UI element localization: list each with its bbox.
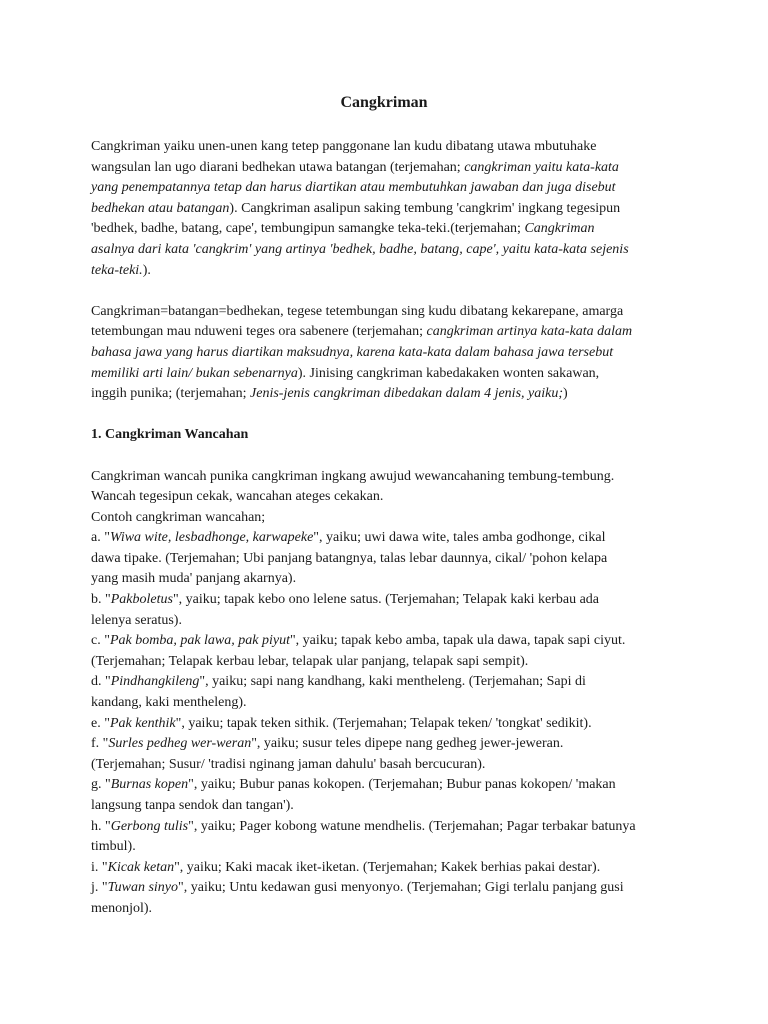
text-run: kandang, kaki mentheleng). [91, 695, 247, 711]
italic-text: Pak kenthik [109, 715, 176, 731]
text-run: yang masih muda' panjang akarnya). [91, 571, 297, 587]
paragraph-spacer [91, 405, 681, 426]
text-run: ", yaiku; Pager kobong watune mendhelis. (Terjemahan; Pagar terbakar batunya [188, 818, 636, 834]
paragraph [91, 302, 681, 405]
text-line [91, 714, 681, 735]
text-run: timbul). [91, 839, 136, 855]
text-run: b. " [91, 592, 111, 608]
text-run: ", yaiku; uwi dawa wite, tales amba godhonge, cikal [313, 530, 606, 546]
text-run: 'bedhek, badhe, batang, cape', tembungipun samangke teka-teki.(terjemahan; [91, 221, 525, 237]
italic-text: teka-teki. [91, 262, 143, 278]
text-line [91, 734, 681, 755]
text-run: inggih punika; (terjemahan; [91, 386, 251, 402]
italic-text: Jenis-jenis cangkriman dibedakan dalam 4 jenis, yaiku; [250, 386, 563, 402]
text-line [91, 158, 681, 179]
text-run: ", yaiku; susur teles dipepe nang gedheg jewer-jeweran. [251, 736, 564, 752]
italic-text: Gerbong tulis [110, 818, 189, 834]
text-run: (Terjemahan; Telapak kerbau lebar, telapak ular panjang, telapak sapi sempit). [91, 653, 529, 669]
text-run: dawa tipake. (Terjemahan; Ubi panjang batangnya, talas lebar daunnya, cikal/ 'pohon kelapa [91, 550, 608, 566]
text-line [91, 302, 681, 323]
text-run: g. " [91, 777, 111, 793]
text-run: Cangkriman wancah punika cangkriman ingkang awujud wewancahaning tembung-tembung. [91, 468, 615, 484]
text-line [91, 796, 681, 817]
italic-text: Wiwa wite, lesbadhonge, karwapeke [109, 530, 314, 546]
italic-text: Cangkriman [524, 221, 595, 237]
italic-text: cangkriman yaitu kata-kata [464, 159, 619, 175]
text-run: a. " [91, 530, 110, 546]
text-run: Cangkriman=batangan=bedhekan, tegese tetembungan sing kudu dibatang kekarepane, amarga [91, 303, 624, 319]
text-run: ). Jinising cangkriman kabedakaken wonten sakawan, [297, 365, 600, 381]
text-line [91, 878, 681, 899]
document-body [91, 137, 681, 920]
italic-text: memiliki arti lain/ bukan sebenarnya [91, 365, 298, 381]
text-run: i. " [91, 859, 108, 875]
text-line [91, 178, 681, 199]
text-line [91, 322, 681, 343]
text-run: wangsulan lan ugo diarani bedhekan utawa batangan (terjemahan; [91, 159, 465, 175]
text-line [91, 858, 681, 879]
text-run: c. " [91, 633, 110, 649]
text-run: ", yaiku; tapak kebo ono lelene satus. (Terjemahan; Telapak kaki kerbau ada [172, 592, 599, 608]
text-run: ", yaiku; tapak kebo amba, tapak ula dawa, tapak sapi ciyut. [289, 633, 626, 649]
text-line [91, 528, 681, 549]
text-run: langsung tanpa sendok dan tangan'). [91, 798, 294, 813]
text-run: ", yaiku; tapak teken sithik. (Terjemahan; Telapak teken/ 'tongkat' sedikit). [175, 715, 592, 731]
text-line [91, 652, 681, 673]
text-line [91, 611, 681, 632]
text-line [91, 755, 681, 776]
text-run: Contoh cangkriman wancahan; [91, 509, 266, 525]
text-run: ", yaiku; Untu kedawan gusi menyonyo. (Terjemahan; Gigi terlalu panjang gusi [178, 880, 624, 896]
italic-text: bedhekan atau batangan [91, 200, 230, 216]
italic-text: Tuwan sinyo [107, 880, 179, 896]
italic-text: bahasa jawa yang harus diartikan maksudnya, karena kata-kata dalam bahasa jawa tersebut [91, 344, 614, 360]
text-run: f. " [91, 736, 109, 752]
text-line [91, 672, 681, 693]
text-run: h. " [91, 818, 111, 834]
section-heading: 1. Cangkriman Wancahan [91, 427, 249, 443]
text-line [91, 219, 681, 240]
italic-text: Pak bomba, pak lawa, pak piyut [109, 633, 290, 649]
page-title: Cangkriman [340, 94, 428, 111]
text-line [91, 590, 681, 611]
italic-text: cangkriman artinya kata-kata dalam [426, 324, 633, 340]
italic-text: Pindhangkileng [110, 674, 200, 690]
italic-text: Surles pedheg wer-weran [108, 736, 252, 752]
text-line [91, 899, 681, 920]
text-run: d. " [91, 674, 111, 690]
italic-text: yang penempatannya tetap dan harus diartikan atau membutuhkan jawaban dan juga disebut [91, 180, 616, 196]
text-line [91, 631, 681, 652]
italic-text: Kicak ketan [107, 859, 175, 875]
paragraph-spacer [91, 281, 681, 302]
text-run: ", yaiku; Bubur panas kokopen. (Terjemahan; Bubur panas kokopen/ 'makan [188, 777, 616, 793]
text-line [91, 693, 681, 714]
text-line [91, 569, 681, 590]
italic-text: asalnya dari kata 'cangkrim' yang artinya 'bedhek, badhe, batang, cape', yaitu kata-kata sejenis [91, 241, 629, 257]
text-line [91, 364, 681, 385]
paragraph-spacer [91, 446, 681, 467]
section-body [91, 467, 681, 920]
text-run: ", yaiku; sapi nang kandhang, kaki mentheleng. (Terjemahan; Sapi di [199, 674, 586, 690]
text-line [91, 487, 681, 508]
italic-text: Pakboletus [110, 592, 173, 608]
paragraph [91, 137, 681, 281]
text-run: e. " [91, 715, 110, 731]
text-run: ", yaiku; Kaki macak iket-iketan. (Terjemahan; Kakek berhias pakai destar). [174, 859, 601, 875]
text-run: j. " [91, 880, 108, 896]
text-run: tetembungan mau nduweni teges ora sabenere (terjemahan; [91, 324, 427, 340]
text-run: menonjol). [91, 900, 153, 916]
text-line [91, 508, 681, 529]
text-run: lelenya seratus). [91, 612, 182, 628]
text-run: ) [563, 386, 568, 402]
text-line [91, 240, 681, 261]
text-line [91, 384, 681, 405]
text-run: Cangkriman yaiku unen-unen kang tetep panggonane lan kudu dibatang utawa mbutuhake [91, 139, 597, 154]
text-line [91, 261, 681, 282]
text-line [91, 137, 681, 158]
text-run: Wancah tegesipun cekak, wancahan ateges cekakan. [91, 489, 384, 505]
text-line [91, 199, 681, 220]
text-line [91, 549, 681, 570]
text-line [91, 467, 681, 488]
text-line [91, 343, 681, 364]
text-run: ). [142, 262, 151, 278]
text-run: ). Cangkriman asalipun saking tembung 'cangkrim' ingkang tegesipun [229, 200, 621, 216]
text-line [91, 817, 681, 838]
text-run: (Terjemahan; Susur/ 'tradisi nginang jaman dahulu' basah bercucuran). [91, 756, 486, 772]
italic-text: Burnas kopen [110, 777, 189, 793]
text-line [91, 775, 681, 796]
text-line [91, 837, 681, 858]
